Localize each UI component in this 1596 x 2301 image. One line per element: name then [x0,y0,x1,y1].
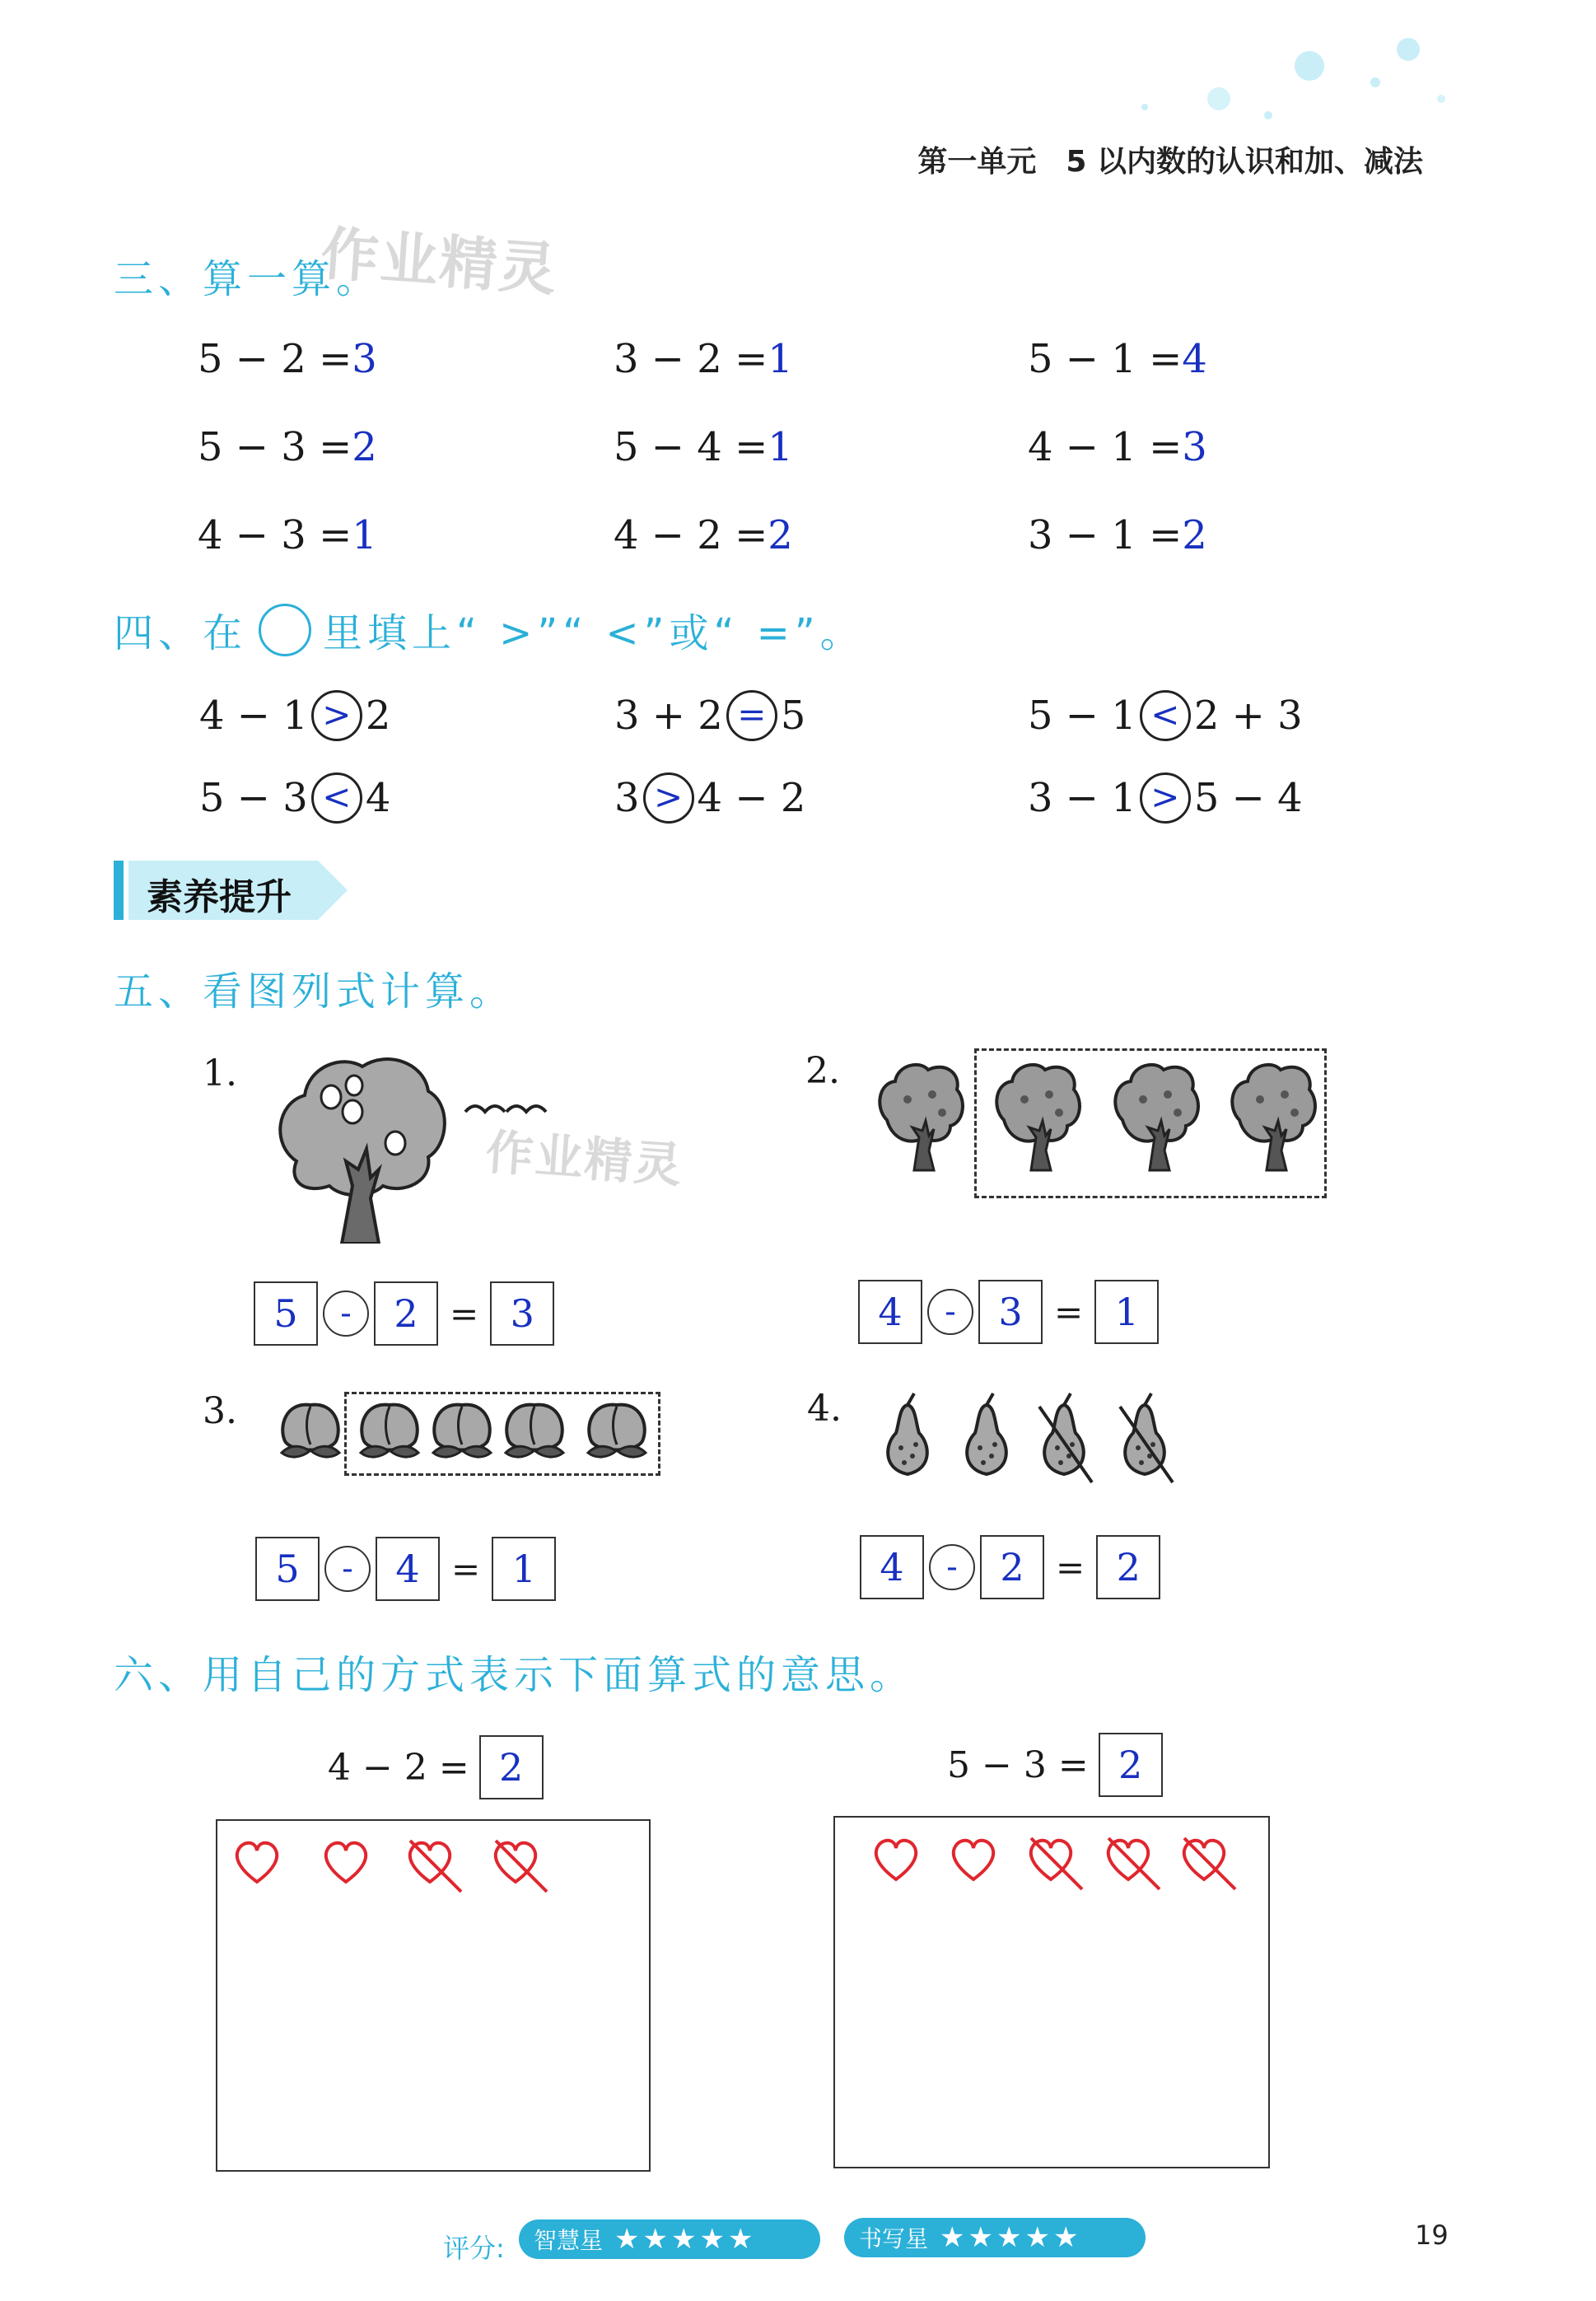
calc-item [1028,336,1207,382]
equation-row [858,1280,1159,1344]
equals-sign: = [450,1293,479,1334]
tree-icon [1227,1058,1318,1174]
operator-circle[interactable]: - [324,1546,371,1592]
calc-question: 5 − 2 = [198,336,352,382]
tree-icon [875,1058,965,1174]
calc-answer[interactable]: 2 [768,512,793,558]
left-expression: 4 − 2 = [328,1746,469,1789]
compare-item [1028,690,1303,741]
watermark-2: 作业精灵 [483,1123,685,1194]
compare-right: 5 [780,693,806,739]
problem-4-label: 4. [807,1388,842,1430]
crossed-heart-icon [1104,1830,1169,1896]
compare-right: 4 − 2 [697,775,806,821]
right-expression: 5 − 3 = [947,1743,1089,1786]
compare-symbol[interactable]: > [643,772,694,824]
left-answer-box[interactable]: 2 [479,1735,544,1799]
minuend-box[interactable]: 5 [254,1281,318,1346]
writing-star-rating [844,2218,1146,2257]
tree-with-birds-icon [264,1046,453,1244]
subtrahend-box[interactable]: 3 [978,1280,1043,1344]
calc-item [198,512,377,558]
compare-item [1028,772,1303,824]
pear-icon [954,1390,1020,1489]
heart-icon [871,1830,937,1896]
score-label: 评分: [443,2233,505,2264]
section-4-title-post: 里填上“ >”“ <”或“ =”。 [323,610,865,656]
writing-stars-icon[interactable]: ★★★★★ [940,2221,1082,2254]
minuend-box[interactable]: 4 [860,1535,924,1599]
peach-icon [580,1398,654,1464]
compare-symbol[interactable]: > [1140,772,1191,824]
section-5-title: 五、看图列式计算。 [114,968,515,1015]
subtrahend-box[interactable]: 2 [980,1535,1044,1599]
tree-icon [992,1058,1082,1174]
result-box[interactable]: 2 [1096,1535,1160,1599]
calc-question: 4 − 2 = [614,512,768,558]
pear-icon [875,1390,940,1489]
compare-right: 2 + 3 [1193,693,1303,739]
unit-title: 第一单元 5 以内数的认识和加、减法 [917,145,1423,179]
calc-item [614,336,793,382]
compare-left: 4 − 1 [199,693,308,739]
crossed-pear-icon [1031,1390,1097,1489]
calc-item [614,512,793,558]
section-6-left-equation [328,1735,544,1799]
calc-answer[interactable]: 2 [1182,512,1207,558]
result-box[interactable]: 3 [490,1281,554,1346]
problem-2-label: 2. [805,1050,840,1092]
circle-placeholder-icon [259,604,311,656]
operator-circle[interactable]: - [927,1289,973,1335]
section-4-title-pre: 四、在 [114,610,248,656]
compare-symbol[interactable]: = [726,690,777,741]
decorative-bubbles [1029,25,1458,132]
calc-answer[interactable]: 2 [352,424,377,470]
compare-left: 3 [614,775,640,821]
result-box[interactable]: 1 [1094,1280,1159,1344]
compare-item [614,690,805,741]
section-4-title [114,601,865,658]
calc-answer[interactable]: 3 [352,336,377,382]
calc-answer[interactable]: 1 [768,336,793,382]
heart-icon [949,1830,1015,1896]
compare-right: 5 − 4 [1193,775,1303,821]
calc-question: 3 − 1 = [1028,512,1183,558]
compare-left: 5 − 3 [199,775,308,821]
calc-answer[interactable]: 3 [1182,424,1207,470]
heart-icon [321,1832,387,1898]
calc-question: 4 − 3 = [198,512,352,558]
operator-circle[interactable]: - [323,1291,369,1337]
crossed-heart-icon [491,1832,557,1898]
page-number: 19 [1415,2219,1449,2251]
compare-symbol[interactable]: < [1140,690,1191,741]
crossed-pear-icon [1112,1390,1178,1489]
calc-item [198,336,377,382]
section-3-title: 三、算一算。 [114,256,381,302]
wisdom-stars-icon[interactable]: ★★★★★ [614,2223,757,2256]
compare-right: 4 [365,775,391,821]
subtrahend-box[interactable]: 4 [376,1537,440,1601]
peach-icon [352,1398,427,1464]
calc-answer[interactable]: 1 [768,424,793,470]
right-answer-box[interactable]: 2 [1099,1733,1163,1797]
compare-symbol[interactable]: < [311,772,362,824]
minuend-box[interactable]: 4 [858,1280,922,1344]
calc-question: 5 − 1 = [1028,336,1183,382]
equals-sign: = [1054,1291,1084,1333]
calc-question: 5 − 3 = [198,424,352,470]
calc-answer[interactable]: 1 [352,512,377,558]
compare-item [199,690,390,741]
operator-circle[interactable]: - [929,1544,975,1590]
compare-item [199,772,390,824]
equals-sign: = [451,1548,481,1589]
compare-right: 2 [365,693,391,739]
crossed-heart-icon [1026,1830,1092,1896]
badge-label: 素养提升 [147,876,292,918]
compare-left: 5 − 1 [1028,693,1136,739]
crossed-heart-icon [1179,1830,1245,1896]
calc-item [1028,512,1207,558]
equation-row [860,1535,1160,1599]
compare-left: 3 − 1 [1028,775,1136,821]
peach-icon [497,1398,572,1464]
compare-item [614,772,805,824]
calc-question: 4 − 1 = [1028,424,1183,470]
compare-left: 3 + 2 [614,693,723,739]
minuend-box[interactable]: 5 [255,1537,320,1601]
crossed-heart-icon [405,1832,471,1898]
watermark: 作业精灵 [319,220,561,304]
heart-icon [232,1832,298,1898]
subtrahend-box[interactable]: 2 [374,1281,438,1346]
problem-3-label: 3. [203,1390,237,1432]
equation-row [254,1281,554,1346]
wisdom-star-label: 智慧星 [534,2227,604,2254]
compare-symbol[interactable]: > [311,690,362,741]
writing-star-label: 书写星 [859,2225,929,2252]
equals-sign: = [1056,1547,1085,1588]
wisdom-star-rating [519,2219,820,2259]
equation-row [255,1537,556,1601]
calc-item [614,424,793,470]
section-badge [114,861,352,920]
tree-icon [1110,1058,1201,1174]
section-6-right-equation [947,1733,1163,1797]
section-6-title: 六、用自己的方式表示下面算式的意思。 [114,1652,915,1698]
calc-item [1028,424,1207,470]
calc-question: 5 − 4 = [614,424,768,470]
calc-question: 3 − 2 = [614,336,768,382]
peach-icon [273,1398,348,1464]
calc-answer[interactable]: 4 [1182,336,1207,382]
calc-item [198,424,377,470]
result-box[interactable]: 1 [492,1537,556,1601]
peach-icon [425,1398,499,1464]
problem-1-label: 1. [203,1052,237,1094]
